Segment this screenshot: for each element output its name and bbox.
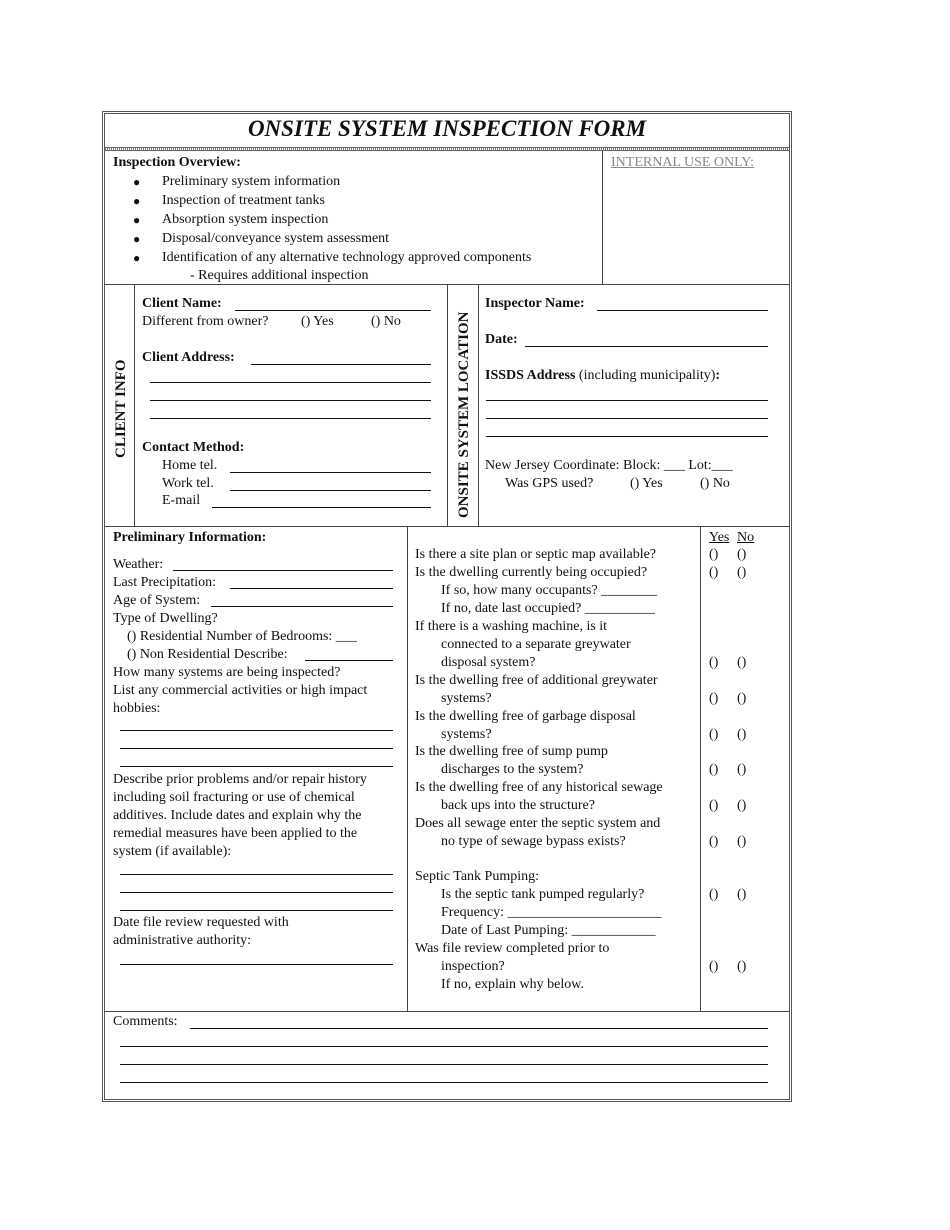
dwelling-type-label: Type of Dwelling? [113, 611, 218, 626]
weather-label: Weather: [113, 557, 164, 572]
gps-yes-option[interactable]: () Yes [630, 476, 663, 491]
date-label: Date: [485, 332, 518, 347]
prior-problems-field[interactable] [120, 874, 393, 875]
question: no type of sewage bypass exists? [441, 834, 626, 849]
issds-address-note: (including municipality) [575, 368, 716, 383]
work-tel-field[interactable] [230, 490, 431, 491]
yes-option[interactable]: () [709, 798, 719, 813]
question: If so, how many occupants? ________ [441, 583, 658, 598]
commercial-label: List any commercial activities or high impact [113, 683, 368, 698]
email-field[interactable] [212, 507, 431, 508]
form-title: ONSITE SYSTEM INSPECTION FORM [247, 116, 647, 141]
yes-option[interactable]: () [709, 727, 719, 742]
question: disposal system? [441, 655, 536, 670]
different-owner-label: Different from owner? [142, 314, 269, 329]
question: systems? [441, 727, 492, 742]
question: If no, explain why below. [441, 977, 584, 992]
client-info-side-label: CLIENT INFO [113, 359, 129, 458]
gps-label: Was GPS used? [505, 476, 594, 491]
question: Is there a site plan or septic map available? [415, 547, 657, 562]
contact-method-label: Contact Method: [142, 440, 245, 455]
last-precip-field[interactable] [230, 588, 393, 589]
issds-address-bold: ISSDS Address [485, 368, 576, 383]
overview-item: Disposal/conveyance system assessment [162, 231, 390, 246]
client-name-field[interactable] [235, 310, 431, 311]
overview-item: Preliminary system information [162, 174, 341, 189]
prior-problems-field[interactable] [120, 892, 393, 893]
question: Is the dwelling free of any historical sewage [415, 780, 663, 795]
question: back ups into the structure? [441, 798, 595, 813]
date-file-label: administrative authority: [113, 933, 252, 948]
question: Was file review completed prior to [415, 941, 610, 956]
preliminary-heading: Preliminary Information: [113, 530, 267, 545]
question: Date of Last Pumping: ____________ [441, 923, 656, 938]
weather-field[interactable] [173, 570, 393, 571]
home-tel-label: Home tel. [162, 458, 218, 473]
inspector-name-label: Inspector Name: [485, 296, 585, 311]
date-file-field[interactable] [120, 964, 393, 965]
bullet-icon: ● [133, 232, 141, 246]
divider [134, 284, 135, 526]
no-option[interactable]: () [737, 727, 747, 742]
inspection-form [102, 111, 792, 1102]
email-label: E-mail [162, 493, 201, 508]
overview-item: Identification of any alternative technology approved components [162, 250, 532, 265]
residential-option[interactable]: () Residential Number of Bedrooms: ___ [127, 629, 357, 644]
no-option[interactable]: () [737, 691, 747, 706]
prior-problems-text: including soil fracturing or use of chemical [113, 790, 355, 805]
overview-item: Absorption system inspection [162, 212, 329, 227]
question: Is the dwelling free of additional greywater [415, 673, 658, 688]
divider [602, 151, 603, 284]
commercial-field[interactable] [120, 730, 393, 731]
gps-no-option[interactable]: () No [700, 476, 730, 491]
client-address-field[interactable] [150, 382, 431, 383]
divider [105, 1011, 789, 1012]
issds-address-field[interactable] [486, 400, 768, 401]
commercial-label: hobbies: [113, 701, 161, 716]
date-field[interactable] [525, 346, 768, 347]
comments-field[interactable] [190, 1028, 768, 1029]
question: systems? [441, 691, 492, 706]
non-residential-field[interactable] [305, 660, 393, 661]
title-divider [105, 147, 789, 151]
inspector-name-field[interactable] [597, 310, 768, 311]
no-option[interactable]: () [737, 762, 747, 777]
divider [407, 526, 408, 1011]
commercial-field[interactable] [120, 766, 393, 767]
no-header: No [737, 530, 755, 545]
yes-option[interactable]: () [709, 547, 719, 562]
no-option[interactable]: () [737, 887, 747, 902]
home-tel-field[interactable] [230, 472, 431, 473]
date-file-label: Date file review requested with [113, 915, 289, 930]
comments-label: Comments: [113, 1014, 178, 1029]
issds-address-field[interactable] [486, 418, 768, 419]
question: If there is a washing machine, is it [415, 619, 608, 634]
location-side-label: ONSITE SYSTEM LOCATION [456, 311, 472, 518]
question: Septic Tank Pumping: [415, 869, 539, 884]
prior-problems-field[interactable] [120, 910, 393, 911]
yes-option[interactable]: () [709, 762, 719, 777]
no-option[interactable]: () [737, 565, 747, 580]
prior-problems-text: remedial measures have been applied to the [113, 826, 358, 841]
comments-field[interactable] [120, 1046, 768, 1047]
last-precip-label: Last Precipitation: [113, 575, 217, 590]
yes-option[interactable]: () [709, 565, 719, 580]
prior-problems-text: Describe prior problems and/or repair history [113, 772, 367, 787]
age-field[interactable] [211, 606, 393, 607]
comments-field[interactable] [120, 1064, 768, 1065]
yes-option[interactable]: () [709, 959, 719, 974]
prior-problems-text: system (if available): [113, 844, 232, 859]
question: Is the dwelling currently being occupied? [415, 565, 648, 580]
overview-item: Inspection of treatment tanks [162, 193, 325, 208]
bullet-icon: ● [133, 194, 141, 208]
issds-address-label [485, 367, 720, 385]
question: discharges to the system? [441, 762, 584, 777]
yes-option[interactable]: () [709, 887, 719, 902]
owner-yes-option[interactable]: () Yes [301, 314, 334, 329]
client-name-label: Client Name: [142, 296, 222, 311]
no-option[interactable]: () [737, 655, 747, 670]
question: inspection? [441, 959, 505, 974]
issds-address-field[interactable] [486, 436, 768, 437]
age-label: Age of System: [113, 593, 201, 608]
internal-use-label: INTERNAL USE ONLY: [611, 155, 755, 170]
yes-option[interactable]: () [709, 655, 719, 670]
no-option[interactable]: () [737, 547, 747, 562]
yes-header: Yes [709, 530, 730, 545]
no-option[interactable]: () [737, 798, 747, 813]
question: Does all sewage enter the septic system and [415, 816, 661, 831]
yes-option[interactable]: () [709, 691, 719, 706]
question: Is the dwelling free of sump pump [415, 744, 608, 759]
owner-no-option[interactable]: () No [371, 314, 401, 329]
systems-count-label: How many systems are being inspected? [113, 665, 341, 680]
commercial-field[interactable] [120, 748, 393, 749]
prior-problems-text: additives. Include dates and explain why the [113, 808, 362, 823]
overview-heading: Inspection Overview: [113, 155, 241, 170]
client-address-field[interactable] [251, 364, 431, 365]
client-address-field[interactable] [150, 418, 431, 419]
issds-address-colon: : [715, 368, 721, 383]
question: Is the dwelling free of garbage disposal [415, 709, 636, 724]
question: If no, date last occupied? __________ [441, 601, 655, 616]
comments-field[interactable] [120, 1082, 768, 1083]
no-option[interactable]: () [737, 834, 747, 849]
question: Is the septic tank pumped regularly? [441, 887, 645, 902]
question: Frequency: ______________________ [441, 905, 662, 920]
divider [105, 526, 789, 527]
divider [447, 284, 448, 526]
nj-coordinate-label: New Jersey Coordinate: Block: ___ Lot:___ [485, 458, 733, 473]
divider [700, 526, 701, 1011]
client-address-field[interactable] [150, 400, 431, 401]
bullet-icon: ● [133, 213, 141, 227]
bullet-icon: ● [133, 251, 141, 265]
divider [478, 284, 479, 526]
no-option[interactable]: () [737, 959, 747, 974]
overview-sub-item: - Requires additional inspection [190, 268, 369, 283]
question: connected to a separate greywater [441, 637, 631, 652]
bullet-icon: ● [133, 175, 141, 189]
client-address-label: Client Address: [142, 350, 235, 365]
work-tel-label: Work tel. [162, 476, 214, 491]
non-residential-option[interactable]: () Non Residential Describe: [127, 647, 288, 662]
yes-option[interactable]: () [709, 834, 719, 849]
